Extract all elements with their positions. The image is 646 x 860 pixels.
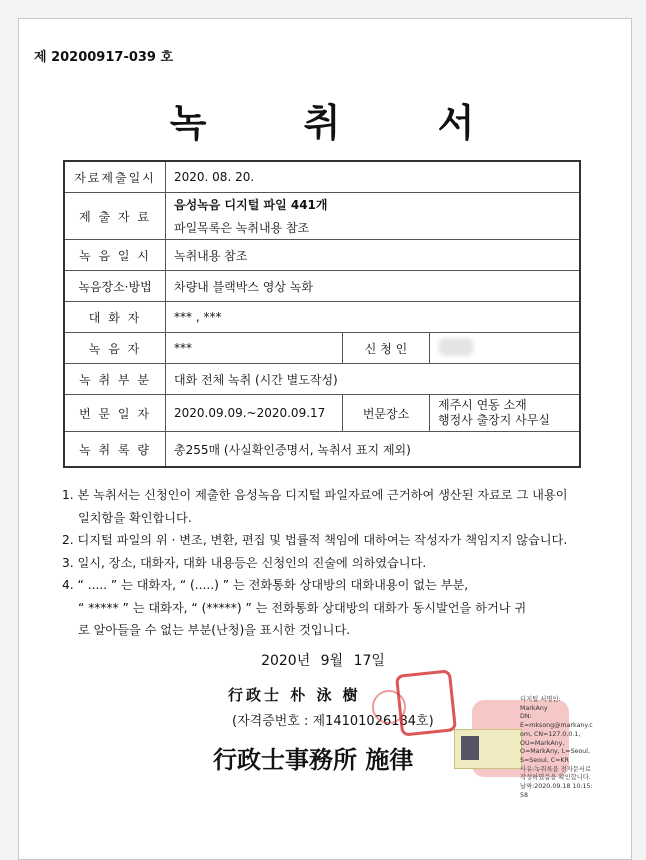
photo xyxy=(461,736,479,760)
value: *** , *** xyxy=(166,302,581,333)
digital-signature-info xyxy=(520,696,596,800)
office-name: 行政士事務所 施律 xyxy=(213,745,414,774)
value: 녹취내용 참조 xyxy=(166,240,581,271)
table-row xyxy=(64,364,580,395)
value: 2020. 08. 20. xyxy=(166,161,581,193)
label: 번 문 일 자 xyxy=(64,395,166,432)
note: 2. 디지털 파일의 위 · 변조, 변환, 편집 및 법률적 책임에 대하여는 작성자가 책임지지 않습니다. xyxy=(62,533,568,547)
cert-line: S=Seoul, C=KR xyxy=(520,756,569,764)
value: 행정사 출장지 사무실 xyxy=(438,413,550,427)
table-row xyxy=(64,395,580,432)
cert-line: OU=MarkAny, xyxy=(520,739,565,747)
label: 녹 음 자 xyxy=(64,333,166,364)
table-row xyxy=(64,432,580,468)
note: 3. 일시, 장소, 대화자, 대화 내용등은 신청인의 진술에 의하였습니다. xyxy=(62,555,427,570)
label: 자료제출일시 xyxy=(64,161,166,193)
value: 2020.09.09.~2020.09.17 xyxy=(166,395,343,432)
cert-line: 날짜:2020.09.18 10:15:58 xyxy=(520,783,593,799)
note: 로 알아들을 수 없는 부분(난청)을 표시한 것입니다. xyxy=(78,623,351,637)
table-row xyxy=(64,161,580,193)
note: 1. 본 녹취서는 신청인이 제출한 음성녹음 디지털 파일자료에 근거하여 생산된 자료로 그 내용이 xyxy=(62,488,568,502)
label: 번문장소 xyxy=(343,395,430,432)
redacted-applicant xyxy=(438,338,474,356)
note: “ ***** ” 는 대화자, “ (*****) ” 는 전화통화 상대방의 대화가 동시발언을 하거나 귀 xyxy=(78,600,527,615)
signer-name: 行政士 朴 泳 樹 xyxy=(228,686,361,704)
table-row xyxy=(64,240,580,271)
label: 녹음장소·방법 xyxy=(64,271,166,302)
value: 총255매 (사실확인증명서, 녹취서 표지 제외) xyxy=(166,432,581,468)
cert-line: DN: xyxy=(520,713,532,721)
table-row xyxy=(64,271,580,302)
value: 음성녹음 디지털 파일 441개 xyxy=(174,198,328,212)
label: 녹 취 록 량 xyxy=(64,432,166,468)
label: 녹 음 일 시 xyxy=(64,240,166,271)
info-table xyxy=(63,160,581,468)
value: 차량내 블랙박스 영상 녹화 xyxy=(166,271,581,302)
cert-line: MarkAny xyxy=(520,704,548,712)
cert-line: E=mksong@markany.com, CN=127.0.0.1, xyxy=(520,722,593,738)
label: 녹 취 부 분 xyxy=(64,364,166,395)
id-card-image xyxy=(454,729,522,769)
value: 대화 전체 녹취 (시간 별도작성) xyxy=(166,364,581,395)
cert-line: 사유:녹취록을 전자문서로 작성하였음을 확인합니다. xyxy=(520,765,592,782)
note: 일치함을 확인합니다. xyxy=(78,510,192,525)
table-row xyxy=(64,333,580,364)
label: 대 화 자 xyxy=(64,302,166,333)
value: 제주시 연동 소재 xyxy=(438,398,527,412)
value: *** xyxy=(166,333,343,364)
seal-stamp xyxy=(395,669,457,737)
value: 파일목록은 녹취내용 참조 xyxy=(174,221,310,235)
notes xyxy=(62,484,592,642)
cert-line: 디지털 서명인: xyxy=(520,696,561,703)
label: 제 출 자 료 xyxy=(64,193,166,240)
license-number: (자격증번호 : 제14101026184호) xyxy=(232,714,434,729)
issue-date: 2020년 9월 17일 xyxy=(261,653,385,669)
table-row xyxy=(64,302,580,333)
table-row xyxy=(64,193,580,240)
document-title: 녹 취 서 xyxy=(169,101,517,145)
document-number: 제 20200917-039 호 xyxy=(34,50,174,65)
label: 신 청 인 xyxy=(343,333,430,364)
note: 4. “ ..... ” 는 대화자, “ (.....) ” 는 전화통화 상대방의 대화내용이 없는 부분, xyxy=(62,578,469,592)
cert-line: O=MarkAny, L=Seoul, xyxy=(520,748,591,756)
